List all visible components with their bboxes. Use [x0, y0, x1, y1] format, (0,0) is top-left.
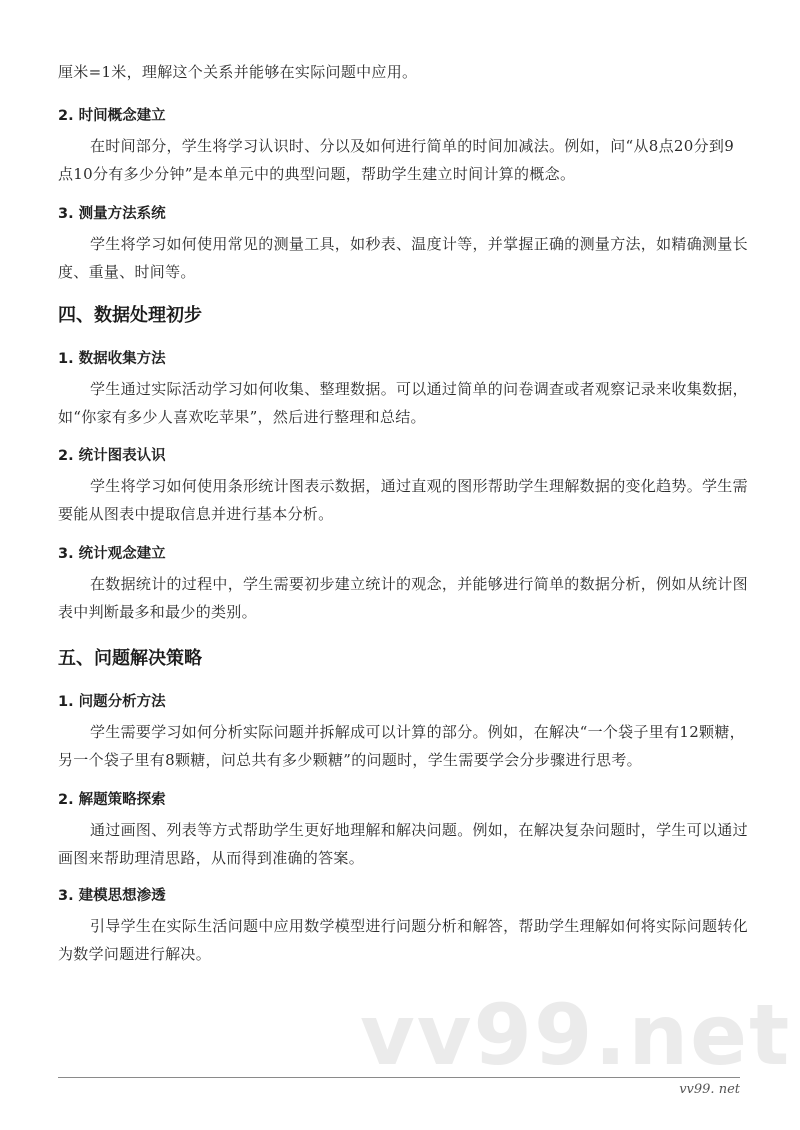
section-title-problem-solving: 五、问题解决策略 [58, 648, 202, 669]
watermark-text: vv99.net [360, 986, 792, 1084]
paragraph-time-concept: 在时间部分，学生将学习认识时、分以及如何进行简单的时间加减法。例如，问“从8点20分到9点10分有多少分钟”是本单元中的典型问题，帮助学生建立时间计算的概念。 [58, 137, 735, 183]
paragraph-statistics-concept: 在数据统计的过程中，学生需要初步建立统计的观念，并能够进行简单的数据分析，例如从统计图表中判断最多和最少的类别。 [58, 575, 748, 621]
paragraph-measurement-method: 学生将学习如何使用常见的测量工具，如秒表、温度计等，并掌握正确的测量方法，如精确测量长度、重量、时间等。 [58, 235, 748, 281]
heading-modeling-idea: 3. 建模思想渗透 [58, 888, 166, 904]
heading-measurement-method: 3. 测量方法系统 [58, 206, 166, 222]
section-title-data-processing: 四、数据处理初步 [58, 305, 202, 326]
heading-strategy-exploration: 2. 解题策略探索 [58, 792, 166, 808]
paragraph-strategy-exploration: 通过画图、列表等方式帮助学生更好地理解和解决问题。例如，在解决复杂问题时，学生可以通过画图来帮助理清思路，从而得到准确的答案。 [58, 821, 748, 867]
heading-time-concept: 2. 时间概念建立 [58, 108, 166, 124]
paragraph-modeling-idea: 引导学生在实际生活问题中应用数学模型进行问题分析和解答，帮助学生理解如何将实际问题转化为数学问题进行解决。 [58, 917, 748, 963]
paragraph-problem-analysis: 学生需要学习如何分析实际问题并拆解成可以计算的部分。例如，在解决“一个袋子里有12颗糖，另一个袋子里有8颗糖，问总共有多少颗糖”的问题时，学生需要学会分步骤进行思考。 [58, 723, 745, 769]
footer-site-label: vv99. net [679, 1082, 740, 1097]
heading-data-collection: 1. 数据收集方法 [58, 351, 166, 367]
paragraph-data-collection: 学生通过实际活动学习如何收集、整理数据。可以通过简单的问卷调查或者观察记录来收集数据，如“你家有多少人喜欢吃苹果”，然后进行整理和总结。 [58, 380, 748, 426]
intro-tail-text: 厘米=1米，理解这个关系并能够在实际问题中应用。 [58, 63, 418, 81]
footer-divider [58, 1077, 740, 1078]
heading-problem-analysis: 1. 问题分析方法 [58, 694, 166, 710]
heading-chart-recognition: 2. 统计图表认识 [58, 448, 166, 464]
paragraph-chart-recognition: 学生将学习如何使用条形统计图表示数据，通过直观的图形帮助学生理解数据的变化趋势。学生需要能从图表中提取信息并进行基本分析。 [58, 477, 748, 523]
heading-statistics-concept: 3. 统计观念建立 [58, 546, 166, 562]
